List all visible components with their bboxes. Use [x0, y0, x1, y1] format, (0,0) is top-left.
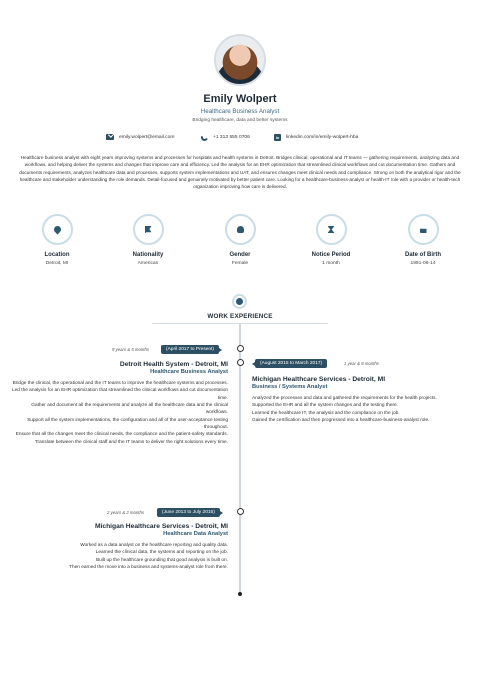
duty-item: Gather and document all the requirements and analyze all the healthcare data and the clinical workflows. — [31, 403, 228, 416]
info-location — [25, 214, 89, 266]
contact-linkedin[interactable] — [274, 134, 358, 141]
hourglass-icon — [328, 226, 335, 233]
duty-item: Led the analysis for an EHR optimization that streamlined the clinical workflows and cut documentation time. — [12, 388, 228, 401]
duty-item: Support all the system implementations, the configuration and all of the user-acceptance testing throughout. — [27, 417, 228, 431]
date-badge: (April 2017 to Present) — [161, 345, 219, 354]
duty-item: Then earned the move into a business and systems-analyst role from there. — [69, 565, 228, 571]
duration-text: 9 years & 5 months — [112, 347, 150, 352]
duration-text: 2 years & 2 months — [107, 510, 145, 515]
job-entry — [252, 376, 462, 424]
info-label: Notice Period — [311, 252, 351, 258]
mail-icon — [106, 134, 114, 140]
info-circle — [408, 214, 439, 245]
info-notice-period — [299, 214, 363, 266]
info-label: Nationality — [132, 252, 164, 258]
linkedin-text[interactable]: linkedin.com/in/emily-wolpert-hba — [286, 135, 359, 140]
duty-item: Worked as a data analyst on the healthcare reporting and quality data. — [80, 543, 228, 548]
duty-item: Gained the certification and then progressed into a healthcare-business-analyst role. — [252, 418, 430, 424]
duty-item: Learned the healthcare IT, the analysis and the compliance on the job. — [252, 410, 400, 416]
timeline-node — [237, 508, 244, 515]
info-value: American — [137, 261, 159, 266]
duty-item: Supported the EHR and all the system changes and the testing there. — [252, 403, 399, 409]
flag-icon — [145, 226, 152, 233]
contact-email[interactable] — [106, 134, 174, 140]
contact-bar — [0, 134, 480, 144]
work-experience-icon — [232, 294, 247, 309]
duty-item: Translate between the clinical staff and the IT teams to deliver the right solutions every time. — [34, 439, 228, 445]
info-gender — [208, 214, 272, 266]
info-circle — [225, 214, 256, 245]
info-nationality — [116, 214, 180, 266]
profile-summary: Healthcare business analyst with eight years improving systems and processes for hospitals and health systems in Detroit. Bridges clinical, operational and IT teams — gathering requirements, analyzing data and workflows, and helping deliver the systems and changes that improve care and efficiency. Led the analysis for an EHR optimization that streamlined clinical workflows and cut documentation time. Gathers and documents requirements, analyzes healthcare data and processes, supports system implementations and UAT, and ensures changes meet clinical needs and compliance. Strong on both the analytical rigor and the healthcare and stakeholder understanding the role demands. Detail-focused and genuinely motivated by better patient care. Looking for a healthcare-business-analyst or health-IT role with a provider or health-tech organization improving how care is delivered. — [19, 155, 461, 190]
person-icon — [237, 226, 244, 233]
company-name: Detroit Health System - Detroit, MI — [119, 361, 228, 368]
job-entry — [12, 523, 228, 571]
cake-icon — [420, 226, 427, 233]
timeline-end-dot — [238, 592, 242, 596]
info-label: Gender — [229, 252, 251, 258]
duty-item: Learned the clinical data, the systems and reporting on the job. — [95, 550, 228, 556]
job-title: Healthcare Business Analyst — [150, 369, 228, 375]
company-name: Michigan Healthcare Services - Detroit, MI — [94, 523, 228, 530]
avatar — [214, 34, 266, 86]
job-entry — [12, 361, 228, 446]
tagline: Bridging healthcare, data and better systems — [192, 118, 288, 123]
duration-text: 1 year & 8 months — [344, 361, 379, 366]
contact-phone[interactable] — [201, 134, 250, 141]
info-circle — [42, 214, 73, 245]
section-title: WORK EXPERIENCE — [207, 313, 273, 320]
timeline-node — [237, 345, 244, 352]
linkedin-icon: in — [275, 135, 280, 140]
info-circle — [316, 214, 347, 245]
duty-item: Ensure that all the changes meet the clinical needs, the compliance and the patient-safety standards. — [15, 432, 228, 438]
location-pin-icon — [52, 225, 62, 235]
job-duties — [12, 380, 228, 446]
info-value: 1 month — [322, 261, 340, 266]
info-value: 1991-06-14 — [410, 261, 436, 266]
info-value: Detroit, MI — [45, 261, 69, 266]
info-label: Location — [44, 252, 70, 258]
info-label: Date of Birth — [405, 252, 441, 258]
job-duties — [252, 395, 462, 424]
email-text[interactable]: emily.wolpert@email.com — [119, 134, 175, 140]
phone-text[interactable]: +1 313 555 0706 — [213, 135, 250, 140]
job-duties — [12, 542, 228, 571]
candidate-name: Emily Wolpert — [203, 93, 277, 105]
timeline-node — [237, 359, 244, 366]
job-title: Healthcare Data Analyst — [163, 531, 228, 537]
candidate-role: Healthcare Business Analyst — [200, 108, 280, 115]
duty-item: Bridge the clinical, the operational and the IT teams to improve the healthcare systems and processes. — [12, 381, 228, 386]
check-dot-icon — [236, 298, 243, 305]
info-circle — [133, 214, 164, 245]
company-name: Michigan Healthcare Services - Detroit, MI — [252, 376, 386, 383]
duty-item: Built up the healthcare grounding that good analysis is built on. — [95, 557, 228, 563]
job-title: Business / Systems Analyst — [252, 384, 328, 390]
info-value: Female — [231, 261, 249, 266]
duty-item: Analyzed the processes and data and gathered the requirements for the health projects. — [252, 396, 437, 401]
info-date-of-birth — [391, 214, 455, 266]
date-badge: (August 2015 to March 2017) — [255, 359, 327, 368]
date-badge: (June 2013 to July 2015) — [157, 508, 220, 517]
phone-icon — [200, 133, 209, 142]
